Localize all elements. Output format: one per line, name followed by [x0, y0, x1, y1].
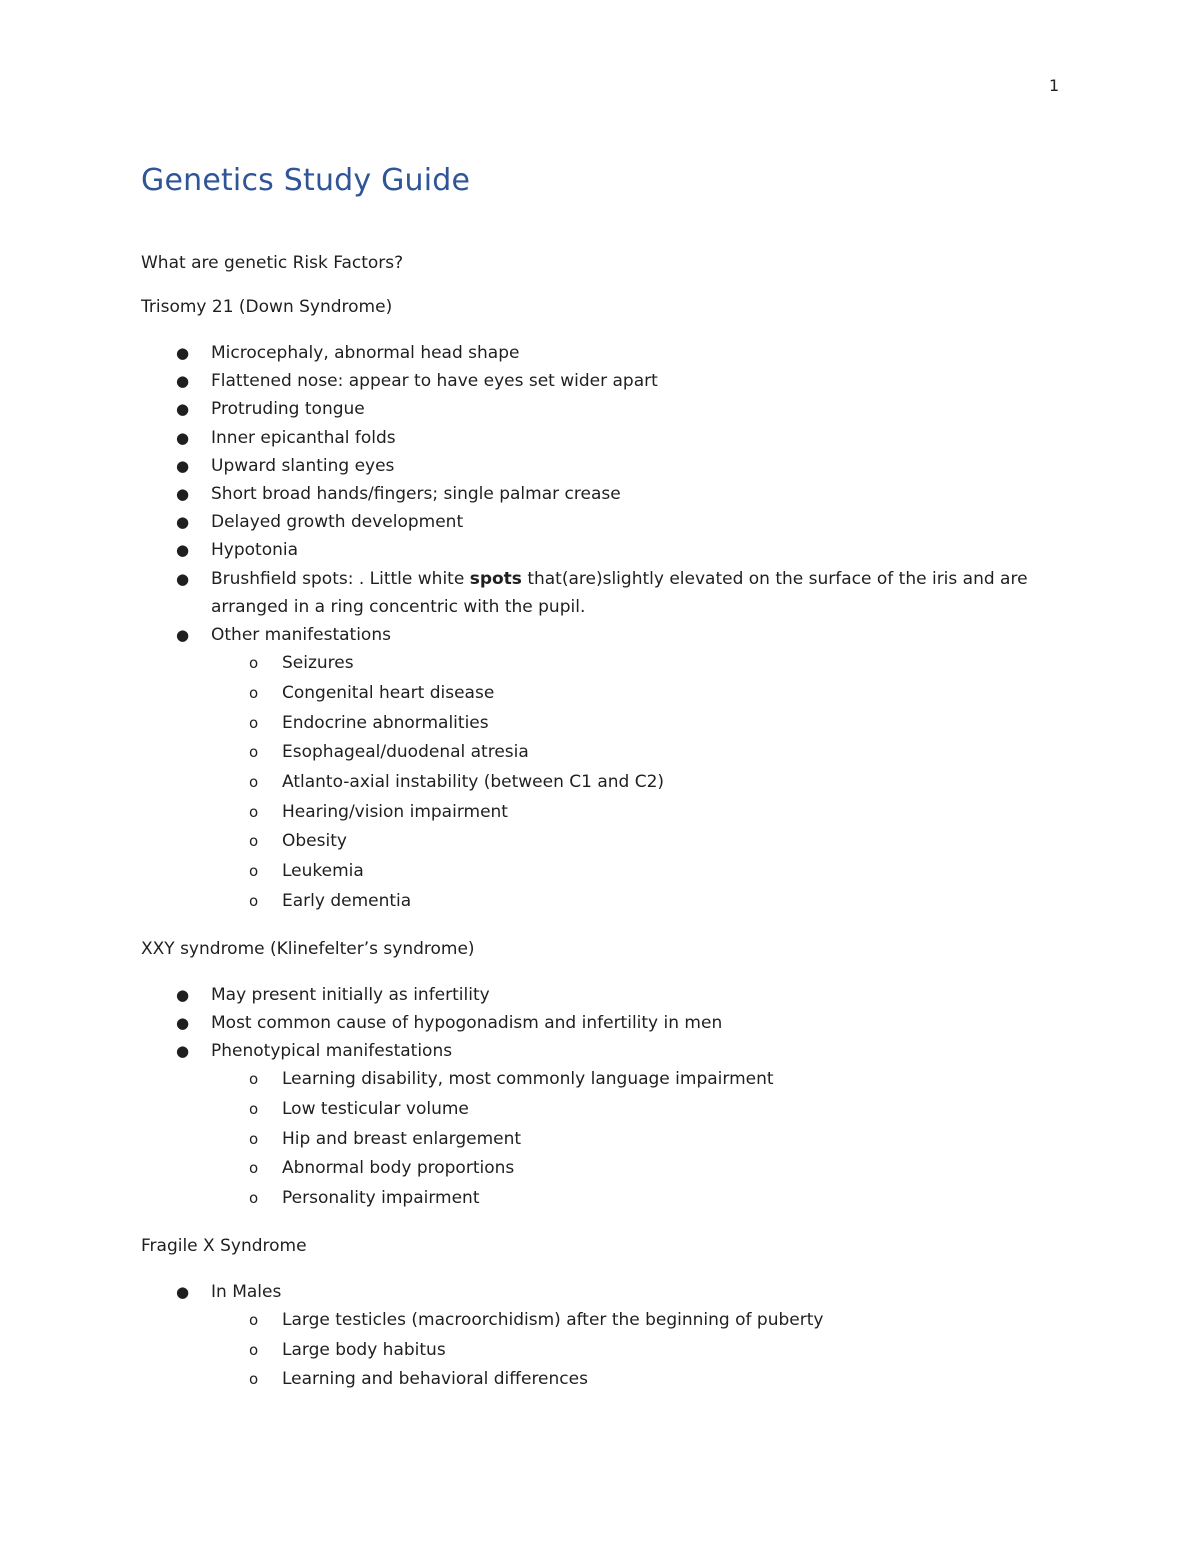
- sub-list-item: [141, 1095, 1061, 1125]
- bullet-icon: ●: [176, 344, 190, 362]
- bullet-icon: ●: [176, 1013, 190, 1032]
- sub-list-item-text: Low testicular volume: [282, 1098, 469, 1119]
- list-item: [141, 395, 1061, 423]
- bullet-icon: ●: [176, 372, 190, 391]
- circle-bullet-icon: o: [249, 773, 259, 792]
- sub-list-item-text: Early dementia: [282, 890, 412, 911]
- sub-list-item: [141, 887, 1061, 917]
- list-item-text: Hypotonia: [211, 540, 299, 561]
- circle-bullet-icon: o: [249, 713, 259, 732]
- sub-list-item-text: Abnormal body proportions: [282, 1158, 515, 1179]
- list-item-text: Other manifestations: [211, 625, 391, 646]
- list-item: [141, 536, 1061, 564]
- sub-list-item: [141, 679, 1061, 709]
- circle-bullet-icon: o: [249, 1310, 259, 1329]
- bullet-list: [141, 339, 1061, 917]
- circle-bullet-icon: o: [249, 862, 259, 881]
- list-item: [141, 1009, 1061, 1037]
- sub-list: [211, 649, 1061, 916]
- bullet-icon: ●: [176, 485, 190, 504]
- bullet-icon: ●: [176, 1282, 190, 1301]
- circle-bullet-icon: o: [249, 683, 259, 702]
- sub-list-item: [141, 709, 1061, 739]
- circle-bullet-icon: o: [249, 802, 259, 821]
- sub-list-item-text: Congenital heart disease: [282, 682, 495, 703]
- sub-list-item-text: Learning and behavioral differences: [282, 1369, 588, 1390]
- list-item-text: Flattened nose: appear to have eyes set wider apart: [211, 371, 658, 392]
- bullet-icon: ●: [176, 1041, 190, 1060]
- page-number: 1: [1049, 76, 1060, 95]
- sub-list-item-text: Obesity: [282, 831, 347, 852]
- bullet-icon: ●: [176, 513, 190, 532]
- sub-list-item-text: Hearing/vision impairment: [282, 801, 508, 822]
- sub-list-item-text: Seizures: [282, 653, 354, 674]
- bullet-icon: ●: [176, 456, 190, 475]
- sub-list-item: [141, 1184, 1061, 1214]
- document-title: Genetics Study Guide: [141, 163, 471, 198]
- section-heading: Fragile X Syndrome: [141, 1235, 307, 1256]
- list-item-text: Short broad hands/fingers; single palmar crease: [211, 484, 621, 505]
- list-item-text: In Males: [211, 1281, 282, 1302]
- list-item: [141, 981, 1061, 1009]
- section-heading: XXY syndrome (Klinefelter’s syndrome): [141, 938, 475, 959]
- sub-list-item-text: Leukemia: [282, 861, 364, 882]
- circle-bullet-icon: o: [249, 891, 259, 910]
- bullet-icon: ●: [176, 428, 190, 447]
- sub-list-item-text: Esophageal/duodenal atresia: [282, 742, 529, 763]
- circle-bullet-icon: o: [249, 1188, 259, 1207]
- section-heading: Trisomy 21 (Down Syndrome): [141, 297, 393, 317]
- list-item-text: May present initially as infertility: [211, 984, 490, 1005]
- sub-list-item-text: Atlanto-axial instability (between C1 and C2): [282, 772, 665, 793]
- sub-list-item-text: Large testicles (macroorchidism) after the beginning of puberty: [282, 1309, 824, 1330]
- sub-list-item: [141, 1065, 1061, 1095]
- sub-list-item-text: Learning disability, most commonly language impairment: [282, 1069, 774, 1090]
- sub-list: [211, 1065, 1061, 1214]
- sub-list-item: [141, 1125, 1061, 1155]
- circle-bullet-icon: o: [249, 1070, 259, 1089]
- circle-bullet-icon: o: [249, 1370, 259, 1389]
- bullet-list: [141, 1278, 1061, 1395]
- list-item-text: Phenotypical manifestations: [211, 1040, 453, 1061]
- bullet-icon: ●: [176, 985, 190, 1004]
- list-item-text: Protruding tongue: [211, 399, 365, 420]
- circle-bullet-icon: o: [249, 1099, 259, 1118]
- bullet-icon: ●: [176, 541, 190, 560]
- sub-list-item-text: Large body habitus: [282, 1339, 446, 1360]
- list-item-text: Most common cause of hypogonadism and infertility in men: [211, 1012, 723, 1033]
- sub-list-item: [141, 798, 1061, 828]
- sub-list-item: [141, 827, 1061, 857]
- sub-list-item-text: Hip and breast enlargement: [282, 1128, 522, 1149]
- sub-list-item: [141, 1365, 1061, 1395]
- bullet-list: [141, 981, 1061, 1214]
- brushfield-text-b: that(are)slightly elevated on the surface of the iris and are arranged in a ring concentric with the pupil.: [211, 568, 1028, 617]
- sub-list: [211, 1306, 1061, 1395]
- brushfield-text-a: Brushfield spots: . Little white: [211, 568, 470, 589]
- brushfield-text-bold: spots: [469, 568, 522, 589]
- sub-list-item: [141, 1336, 1061, 1366]
- list-item: [141, 480, 1061, 508]
- circle-bullet-icon: o: [249, 743, 259, 762]
- bullet-icon: ●: [176, 400, 190, 419]
- circle-bullet-icon: o: [249, 1129, 259, 1148]
- list-item: [141, 452, 1061, 480]
- bullet-icon: ●: [176, 569, 190, 588]
- list-item: [141, 367, 1061, 395]
- circle-bullet-icon: o: [249, 1340, 259, 1359]
- circle-bullet-icon: o: [249, 832, 259, 851]
- list-item: [141, 424, 1061, 452]
- circle-bullet-icon: o: [249, 654, 259, 673]
- circle-bullet-icon: o: [249, 1159, 259, 1178]
- bullet-icon: ●: [176, 626, 190, 645]
- sub-list-item: [141, 738, 1061, 768]
- list-item: [141, 508, 1061, 536]
- sub-list-item: [141, 857, 1061, 887]
- sub-list-item-text: Personality impairment: [282, 1187, 480, 1208]
- list-item: [141, 1037, 1061, 1214]
- list-item-text: Microcephaly, abnormal head shape: [211, 343, 520, 363]
- list-item: [141, 565, 1061, 621]
- sub-list-item: [141, 768, 1061, 798]
- list-item-text: Inner epicanthal folds: [211, 427, 396, 448]
- sub-list-item: [141, 649, 1061, 679]
- list-item: [141, 621, 1061, 917]
- sub-list-item-text: Endocrine abnormalities: [282, 712, 489, 733]
- sub-list-item: [141, 1154, 1061, 1184]
- sub-list-item: [141, 1306, 1061, 1336]
- list-item-text: Upward slanting eyes: [211, 455, 395, 476]
- question-text: What are genetic Risk Factors?: [141, 253, 404, 273]
- list-item: [141, 1278, 1061, 1395]
- list-item: [141, 339, 1061, 367]
- document-body: [141, 251, 1061, 1415]
- list-item-text: Delayed growth development: [211, 512, 464, 533]
